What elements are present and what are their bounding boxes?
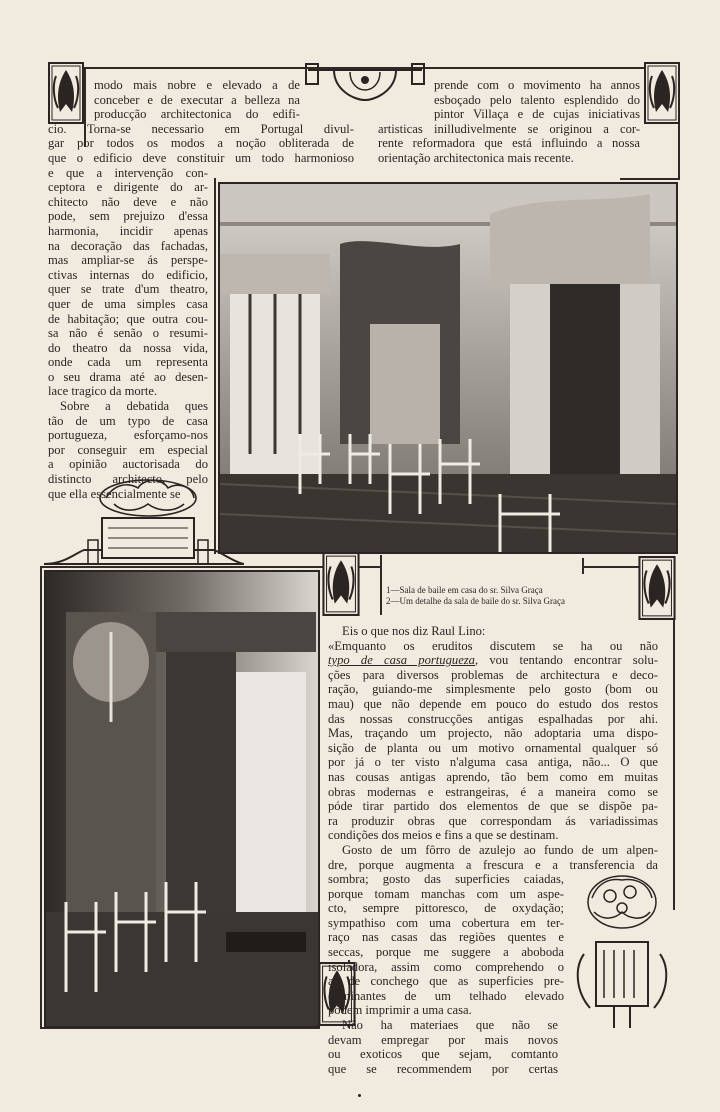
text-line: pódem imprimir a uma casa. <box>328 1003 472 1018</box>
text-line: producção architectonica do edifi- <box>94 107 300 122</box>
text-line: das nossas construcções antigas espalhadas por ahi. <box>328 711 658 726</box>
text-line: seccas, porque me suggere a aboboda <box>328 945 564 960</box>
text-line: mau) que não depende em pouco do estudo dos restos <box>328 696 658 711</box>
article-body-lines <box>328 639 658 1077</box>
text-line: quer de uma simples casa <box>48 296 208 311</box>
text-line: sympathiso com uma cobertura em ter- <box>328 915 564 930</box>
ballroom-photo-bottom <box>44 570 320 1028</box>
page-dot <box>358 1094 361 1097</box>
text-line: conceber e de executar a belleza na <box>94 92 300 107</box>
text-line: Mas, traçando um projecto, não adoptaria uma dispo- <box>328 726 658 741</box>
text-line: Gosto de um fôrro de azulejo ao fundo de um alpen- <box>342 842 658 857</box>
text-line: sa não é senão o resumi- <box>48 326 208 341</box>
text-line: na decoração das fachadas, <box>48 238 208 253</box>
text-line: «Emquanto os eruditos discutem se ha ou não <box>328 638 658 653</box>
column-top-left <box>48 78 354 501</box>
main-article <box>328 624 658 1076</box>
text-line: dre, porque augmenta a frescura e a transferencia da <box>328 857 658 872</box>
text-line: rente reformadora que está influindo a nossa <box>378 136 640 151</box>
text-line: mas ampliar-se ás perspe- <box>48 253 208 268</box>
column-top-right <box>378 78 640 166</box>
text-line: prende com o movimento ha annos <box>434 78 640 92</box>
text-line: obras modernas e estrangeiras, é a maneira como se <box>328 784 658 799</box>
tulip-ornament-icon-right <box>638 556 676 620</box>
text-line: e que a intervenção con- <box>48 165 208 180</box>
caption-photo-1: 1—Sala de baile em casa do sr. Silva Graça <box>386 585 543 595</box>
text-line: isoladora, assim como comprehendo o <box>328 959 564 974</box>
tulip-ornament-icon-top-right <box>644 62 680 124</box>
text-line: nas cousas antigas aprendo, tão bem como em muitas <box>328 769 658 784</box>
text-line: devam empregar por mais novos <box>328 1032 558 1047</box>
text-line: porque tomam manchas com um aspe- <box>328 886 564 901</box>
tulip-ornament-svg <box>322 552 360 616</box>
text-line: Sobre a debatida ques <box>60 399 208 414</box>
text-line: portugueza, esforçamo-nos <box>48 428 208 443</box>
text-line: de habitação; que outra cou- <box>48 311 208 326</box>
text-line: gar por todos os modos a noção obliterada de <box>48 136 354 151</box>
text-line: quer se trate d'um theatro, <box>48 282 208 297</box>
text-line: que ella essencialmente se <box>48 486 181 501</box>
text-line: typo de casa portugueza, vou tentando encontrar solu- <box>328 653 658 668</box>
text-line: por já o ter visto n'alguma casa antiga, não... O que <box>328 755 658 770</box>
text-line: pode, sem prejuizo d'essa <box>48 209 208 224</box>
text-line: modo mais nobre e elevado a de <box>94 78 300 92</box>
text-line: ções para diversos problemas de architectura e deco- <box>328 667 658 682</box>
text-line: ração, guiando-me simplesmente pelo gosto (bom ou <box>328 682 658 697</box>
frame-right-connector <box>620 178 680 180</box>
tulip-ornament-svg <box>644 62 680 124</box>
text-line: condições dos meios e fins a que se destinam. <box>328 828 559 843</box>
frame-caption-post <box>582 558 584 574</box>
text-line: que o edificio deve constituir um todo harmonioso <box>48 150 354 165</box>
emphasis-typo-de-casa: typo de casa portugueza <box>328 653 475 668</box>
frame-center-post <box>380 555 382 615</box>
text-line: dominantes de um telhado elevado <box>328 988 564 1003</box>
frame-right-bottom-rule <box>673 590 675 910</box>
text-line: do theatro da nossa vida, <box>48 340 208 355</box>
text-line: raço nas casas das regiões quentes e <box>328 930 564 945</box>
text-line: cio. Torna-se necessario em Portugal divul- <box>48 121 354 136</box>
text-line: ctivas internas do edificio, <box>48 267 208 282</box>
text-line: harmonia, incidir apenas <box>48 223 208 238</box>
text-line: pintor Villaça e de cujas iniciativas <box>434 107 640 122</box>
text-line: esboçado pelo talento esplendido do <box>434 92 640 107</box>
text-line: cto, sempre pittoresco, de oxydação; <box>328 901 564 916</box>
text-line: artisticas inilludivelmente se originou a cor- <box>378 121 640 136</box>
text-line: chitecto não deve e não <box>48 194 208 209</box>
text-line: ar de conchego que as superficies pre- <box>328 974 564 989</box>
ballroom-photo-bottom-image <box>46 572 318 1026</box>
article-intro: Eis o que nos diz Raul Lino: <box>342 624 486 638</box>
column-top-right-lines <box>378 78 640 166</box>
caption-photo-2: 2—Um detalhe da sala de baile do sr. Silva Graça <box>386 596 565 606</box>
text-line: o seu drama até ao desen- <box>48 369 208 384</box>
tulip-ornament-icon-middle <box>322 552 360 616</box>
text-line: orientação architectonica mais recente. <box>378 150 574 165</box>
column-top-left-lines <box>48 78 354 501</box>
text-line: a opinião auctorisada do <box>48 457 208 472</box>
text-line: lace tragico da morte. <box>48 384 158 399</box>
text-line: sombra; gosto das superficies caiadas, <box>328 872 564 887</box>
text-line: onde cada um representa <box>48 355 208 370</box>
text-line: ceptora e dirigente do ar- <box>48 180 208 195</box>
text-line: distincto architecto, pelo <box>48 472 208 487</box>
text-line: ou exoticos que sejam, comtanto <box>328 1047 558 1062</box>
tulip-ornament-svg <box>638 556 676 620</box>
text-line: tão de um typo de casa <box>48 413 208 428</box>
photo-captions <box>386 585 622 607</box>
text-line: que se recommendem por certas <box>328 1061 558 1076</box>
text-line: Não ha materiaes que não se <box>342 1018 558 1033</box>
frame-left-bottom-rule <box>40 566 42 1028</box>
text-line: ra produzir obras que correspondam ás variadissimas <box>328 813 658 828</box>
text-line: sição de planta ou um motivo ornamental qualquer só <box>328 740 658 755</box>
text-line: por conseguir em especial <box>48 442 208 457</box>
text-line: póde tirar partido dos elementos de que se dispõe pa- <box>328 799 658 814</box>
